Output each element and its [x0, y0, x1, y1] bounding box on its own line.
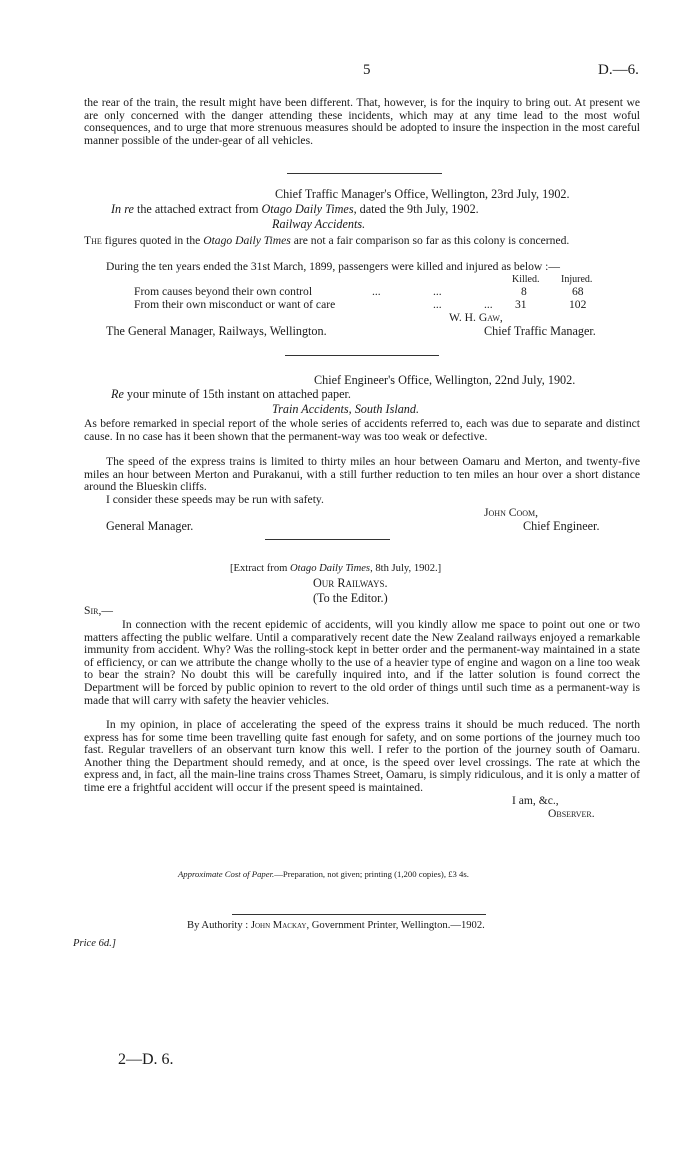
signature-mark: 2—D. 6.	[118, 1051, 174, 1068]
memo1-re-paper: Otago Daily Times	[261, 202, 354, 216]
letter-paragraph-2: In my opinion, in place of accelerating the speed of the express trains it should be much reduced. The north express has for some time been travelling quite fast enough for safety, and on some portions of the journey much too fast. Regular travellers of an observant turn know this well. I refer to the portion of the journey south of Oamaru. Another thing the Department should remedy, and at once, is the speed over level crossings. The rate at which the express and, in fact, all the main-line trains cross Thames Street, Oamaru, is simply ridiculous, and it is only a matter of time ere a frightful accident will occur if the present speed is maintained.	[84, 718, 640, 794]
memo1-reference-line	[111, 203, 479, 216]
memo2-paragraph-2: The speed of the express trains is limited to thirty miles an hour between Oamaru and Merton, and twenty-five miles an hour between Merton and Purakanui, with a still further reduction to ten miles an hour over a short distance around the Blueskin cliffs.	[84, 455, 640, 494]
memo1-office-line: Chief Traffic Manager's Office, Wellington, 23rd July, 1902.	[275, 187, 570, 201]
memo2-addressee: General Manager.	[106, 519, 194, 533]
memo1-p1-first-word: The	[84, 234, 102, 247]
memo1-re-prefix: In re	[111, 202, 134, 216]
memo1-p1-text-b: are not a fair comparison so far as this colony is concerned.	[293, 234, 570, 247]
memo1-signer-title: Chief Traffic Manager.	[484, 324, 596, 338]
memo2-subject: Train Accidents, South Island.	[272, 402, 420, 416]
memo1-paragraph-1	[84, 235, 640, 248]
memo1-subject: Railway Accidents.	[272, 217, 366, 231]
cost-label: Approximate Cost of Paper.	[178, 869, 275, 879]
letter-salutation: Sir,—	[84, 604, 113, 617]
price-note: Price 6d.]	[73, 938, 116, 949]
table-row-2-dots-a: ...	[433, 298, 442, 311]
table-row-2-killed: 31	[515, 298, 527, 311]
continuation-paragraph: the rear of the train, the result might have been different. That, however, is for the inquiry to bring out. At present we are only concerned with the danger attending these incidents, which may at any time lead to the most woful consequences, and to urge that more strenuous measures should be adopted to insure the inspection in the most careful manner possible of the under-gear of all vehicles.	[84, 96, 640, 147]
memo2-re-text: your minute of 15th instant on attached paper.	[126, 387, 351, 401]
document-reference: D.—6.	[598, 62, 639, 78]
letter-title: Our Railways.	[313, 576, 388, 590]
memo2-paragraph-3: I consider these speeds may be run with safety.	[106, 493, 324, 506]
memo2-office-line: Chief Engineer's Office, Wellington, 22nd July, 1902.	[314, 373, 576, 387]
authority-line	[187, 920, 485, 933]
section-divider	[287, 173, 442, 174]
letter-paragraph-1: In connection with the recent epidemic of accidents, will you kindly allow me space to point out one or two matters affecting the public welfare. Until a comparatively recent date the New Zealand railways enjoyed a remarkable immunity from accident. Why? Was the rolling-stock kept in better order and the permanent-way maintained in a state of efficiency, or can we attribute the change wholly to the use of a heavier type of engine and wagon on a line too weak to bear the strain? No doubt this will be carefully inquired into, and if the latter solution is found correct the Department will be forced by public opinion to revert to the old order of things until such time as a permanent-way is made that will carry with safety the heavier vehicles.	[84, 618, 640, 707]
memo2-reference-line	[111, 388, 351, 401]
table-row-1-dots-b: ...	[433, 285, 442, 298]
table-row-2-injured: 102	[569, 298, 587, 311]
memo1-re-text-1: the attached extract from	[136, 202, 259, 216]
table-row-1-dots-a: ...	[372, 285, 381, 298]
authority-prefix: By Authority :	[187, 920, 249, 931]
extract-suffix: , 8th July, 1902.]	[370, 563, 442, 574]
extract-prefix: [Extract from	[230, 563, 288, 574]
column-header-injured: Injured.	[561, 274, 593, 285]
extract-source-line	[230, 563, 441, 576]
memo2-re-prefix: Re	[111, 387, 124, 401]
authority-suffix: , Government Printer, Wellington.—1902.	[306, 920, 485, 931]
memo2-signature: John Coom,	[484, 506, 539, 519]
table-row-1-killed: 8	[521, 285, 527, 298]
memo1-paragraph-2: During the ten years ended the 31st March, 1899, passengers were killed and injured as below :—	[106, 260, 560, 273]
memo1-re-text-2: , dated the 9th July, 1902.	[353, 202, 479, 216]
memo1-signature: W. H. Gaw,	[449, 311, 503, 324]
extract-paper: Otago Daily Times	[290, 563, 371, 574]
table-row-1-injured: 68	[572, 285, 584, 298]
page-number: 5	[363, 62, 371, 78]
section-divider	[285, 355, 439, 356]
memo2-signer-title: Chief Engineer.	[523, 519, 600, 533]
table-row-2-dots-b: ...	[484, 298, 493, 311]
printer-name: John Mackay	[250, 920, 307, 931]
table-row-2-label: From their own misconduct or want of care	[134, 298, 336, 311]
cost-text: —Preparation, not given; printing (1,200 copies), £3 4s.	[274, 869, 469, 879]
cost-of-paper-line	[178, 868, 469, 881]
memo1-addressee: The General Manager, Railways, Wellington.	[106, 324, 327, 338]
memo1-p1-paper: Otago Daily Times	[203, 234, 291, 247]
footer-rule	[232, 914, 486, 915]
table-row-1-label: From causes beyond their own control	[134, 285, 313, 298]
column-header-killed: Killed.	[512, 274, 540, 285]
section-divider	[265, 539, 390, 540]
letter-closing: I am, &c.,	[512, 794, 559, 807]
letter-to-editor: (To the Editor.)	[313, 591, 388, 605]
letter-signature: Observer.	[548, 807, 595, 820]
memo2-paragraph-1: As before remarked in special report of the whole series of accidents referred to, each was due to separate and distinct cause. In no case has it been shown that the permanent-way was too weak or defective.	[84, 417, 640, 443]
memo1-p1-text-a: figures quoted in the	[104, 234, 201, 247]
